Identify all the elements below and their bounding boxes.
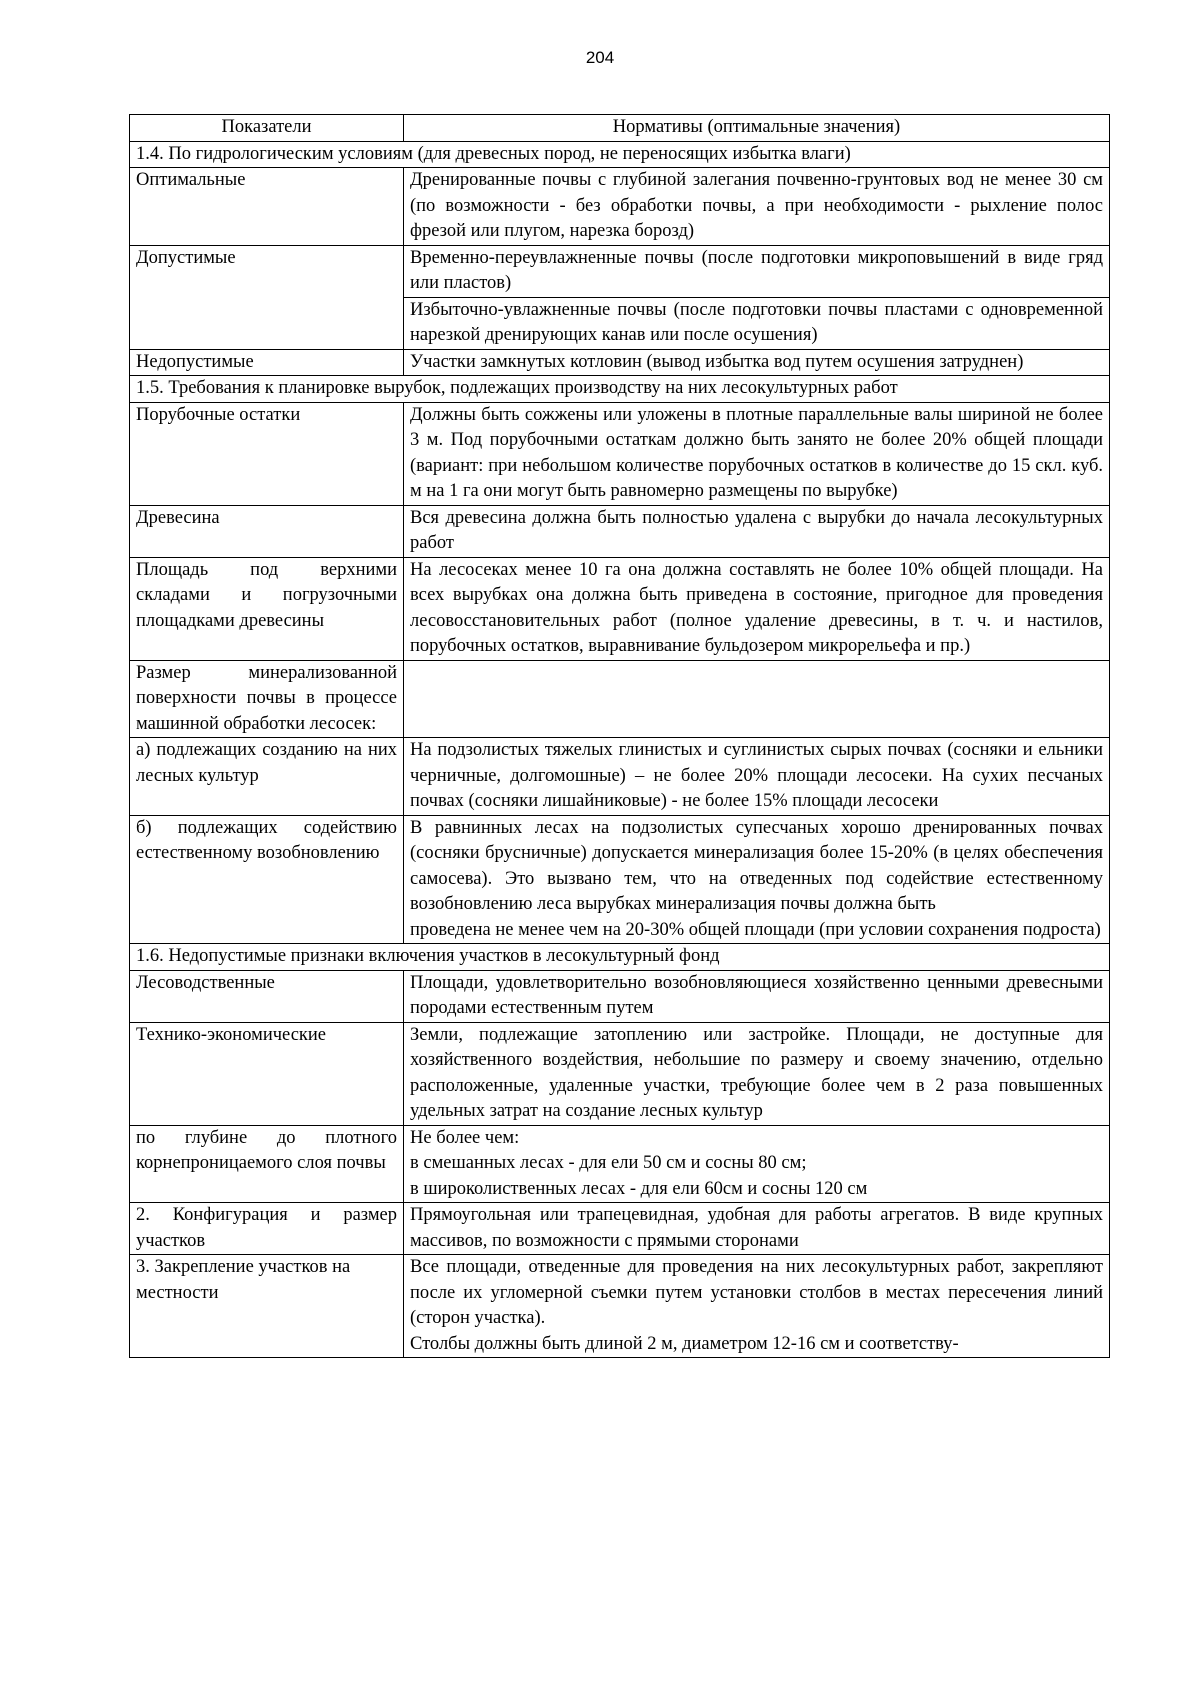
table-row <box>130 245 1110 297</box>
row-label-economic: Технико-экономические <box>130 1022 404 1125</box>
fixing-paragraph-2: Столбы должны быть длиной 2 м, диаметром 12-16 см и соответству- <box>410 1333 959 1354</box>
table-row <box>130 738 1110 816</box>
row-label-unacceptable: Недопустимые <box>130 349 404 376</box>
row-label-fixing: 3. Закрепление участков на местности <box>130 1255 404 1358</box>
table-row <box>130 1125 1110 1203</box>
row-value-residues: Должны быть сожжены или уложены в плотные параллельные валы шириной не более 3 м. Под порубочными остаткам должно быть занято не более 20% общей площади (вариант: при небольшом количестве порубочных остатков в количестве до 15 скл. куб. м на 1 га они могут быть равномерно размещены по вырубке) <box>404 402 1110 505</box>
row-value-storage-area: На лесосеках менее 10 га она должна составлять не более 10% общей площади. На всех вырубках она должна быть приведена в состояние, пригодное для проведения лесовосстановительных работ (полное удаление древесины, в т. ч. и настилов, порубочных остатков, выравнивание бульдозером микрорельефа и пр.) <box>404 557 1110 660</box>
table-row <box>130 505 1110 557</box>
row-value-economic: Земли, подлежащие затоплению или застройке. Площади, не доступные для хозяйственного воздействия, небольшие по размеру и своему значению, отдельно расположенные, удаленные участки, требующие более чем в 2 раза повышенных удельных затрат на создание лесных культур <box>404 1022 1110 1125</box>
depth-line-2: в смешанных лесах - для ели 50 см и сосны 80 см; <box>410 1153 807 1173</box>
row-label-optimal: Оптимальные <box>130 168 404 246</box>
row-value-depth <box>404 1125 1110 1203</box>
for-natural-paragraph-2: проведена не менее чем на 20-30% общей площади (при условии сохранения подроста) <box>410 919 1101 940</box>
table-row <box>130 1255 1110 1358</box>
row-label-storage-area: Площадь под верхними складами и погрузочными площадками древесины <box>130 557 404 660</box>
row-value-mineralized-empty <box>404 660 1110 738</box>
table-row <box>130 815 1110 944</box>
row-value-for-cultures: На подзолистых тяжелых глинистых и суглинистых сырых почвах (сосняки и ельники черничные, долгомошные) – не более 20% площади лесосеки. На сухих песчаных почвах (сосняки лишайниковые) - не более 15% площади лесосеки <box>404 738 1110 816</box>
row-value-acceptable-1: Временно-переувлажненные почвы (после подготовки микроповышений в виде гряд или пластов) <box>404 245 1110 297</box>
section-1-4-title: 1.4. По гидрологическим условиям (для древесных пород, не переносящих избытка влаги) <box>130 141 1110 168</box>
norms-table <box>129 114 1110 1358</box>
section-1-5-title: 1.5. Требования к планировке вырубок, подлежащих производству на них лесокультурных работ <box>130 376 1110 403</box>
row-value-for-natural <box>404 815 1110 944</box>
page-number: 204 <box>585 48 615 67</box>
table-row <box>130 402 1110 505</box>
row-value-optimal: Дренированные почвы с глубиной залегания почвенно-грунтовых вод не менее 30 см (по возможности - без обработки почвы, а при необходимости - рыхление полос фрезой или плугом, нарезка борозд) <box>404 168 1110 246</box>
table-row <box>130 970 1110 1022</box>
section-1-6-title: 1.6. Недопустимые признаки включения участков в лесокультурный фонд <box>130 944 1110 971</box>
table-row <box>130 557 1110 660</box>
row-value-fixing <box>404 1255 1110 1358</box>
section-row <box>130 944 1110 971</box>
header-indicators: Показатели <box>130 115 404 142</box>
row-value-acceptable-2: Избыточно-увлажненные почвы (после подготовки почвы пластами с одновременной нарезкой дренирующих канав или после осушения) <box>404 297 1110 349</box>
table-row <box>130 1022 1110 1125</box>
table-row <box>130 660 1110 738</box>
row-label-for-cultures: а) подлежащих созданию на них лесных культур <box>130 738 404 816</box>
table-row <box>130 1203 1110 1255</box>
table-row <box>130 349 1110 376</box>
row-value-timber: Вся древесина должна быть полностью удалена с вырубки до начала лесокультурных работ <box>404 505 1110 557</box>
fixing-paragraph-1: Все площади, отведенные для проведения на них лесокультурных работ, закрепляют после их угломерной съемки путем установки столбов в местах пересечения линий (сторон участка). <box>410 1257 1103 1328</box>
table-row <box>130 168 1110 246</box>
row-label-depth: по глубине до плотного корнепроницаемого слоя почвы <box>130 1125 404 1203</box>
row-label-acceptable: Допустимые <box>130 245 404 349</box>
row-label-mineralized: Размер минерализованной поверхности почвы в процессе машинной обработки лесосек: <box>130 660 404 738</box>
row-label-for-natural: б) подлежащих содействию естественному возобновлению <box>130 815 404 944</box>
row-value-unacceptable: Участки замкнутых котловин (вывод избытка вод путем осушения затруднен) <box>404 349 1110 376</box>
row-label-residues: Порубочные остатки <box>130 402 404 505</box>
depth-line-1: Не более чем: <box>410 1127 520 1148</box>
header-norms: Нормативы (оптимальные значения) <box>404 115 1110 142</box>
row-label-configuration: 2. Конфигурация и размер участков <box>130 1203 404 1255</box>
row-value-configuration: Прямоугольная или трапецевидная, удобная для работы агрегатов. В виде крупных массивов, по возможности с прямыми сторонами <box>404 1203 1110 1255</box>
row-label-silvicultural: Лесоводственные <box>130 970 404 1022</box>
for-natural-paragraph-1: В равнинных лесах на подзолистых супесчаных хорошо дренированных почвах (сосняки брусничные) допускается минерализация более 15-20% (в целях обеспечения самосева). Это вызвано тем, что на отведенных под содействие естественному возобновлению леса вырубках минерализация почвы должна быть <box>410 817 1103 914</box>
section-row <box>130 141 1110 168</box>
row-value-silvicultural: Площади, удовлетворительно возобновляющиеся хозяйственно ценными древесными породами естественным путем <box>404 970 1110 1022</box>
depth-line-3: в широколиственных лесах - для ели 60см и сосны 120 см <box>410 1178 868 1199</box>
table-header-row <box>130 115 1110 142</box>
section-row <box>130 376 1110 403</box>
row-label-timber: Древесина <box>130 505 404 557</box>
